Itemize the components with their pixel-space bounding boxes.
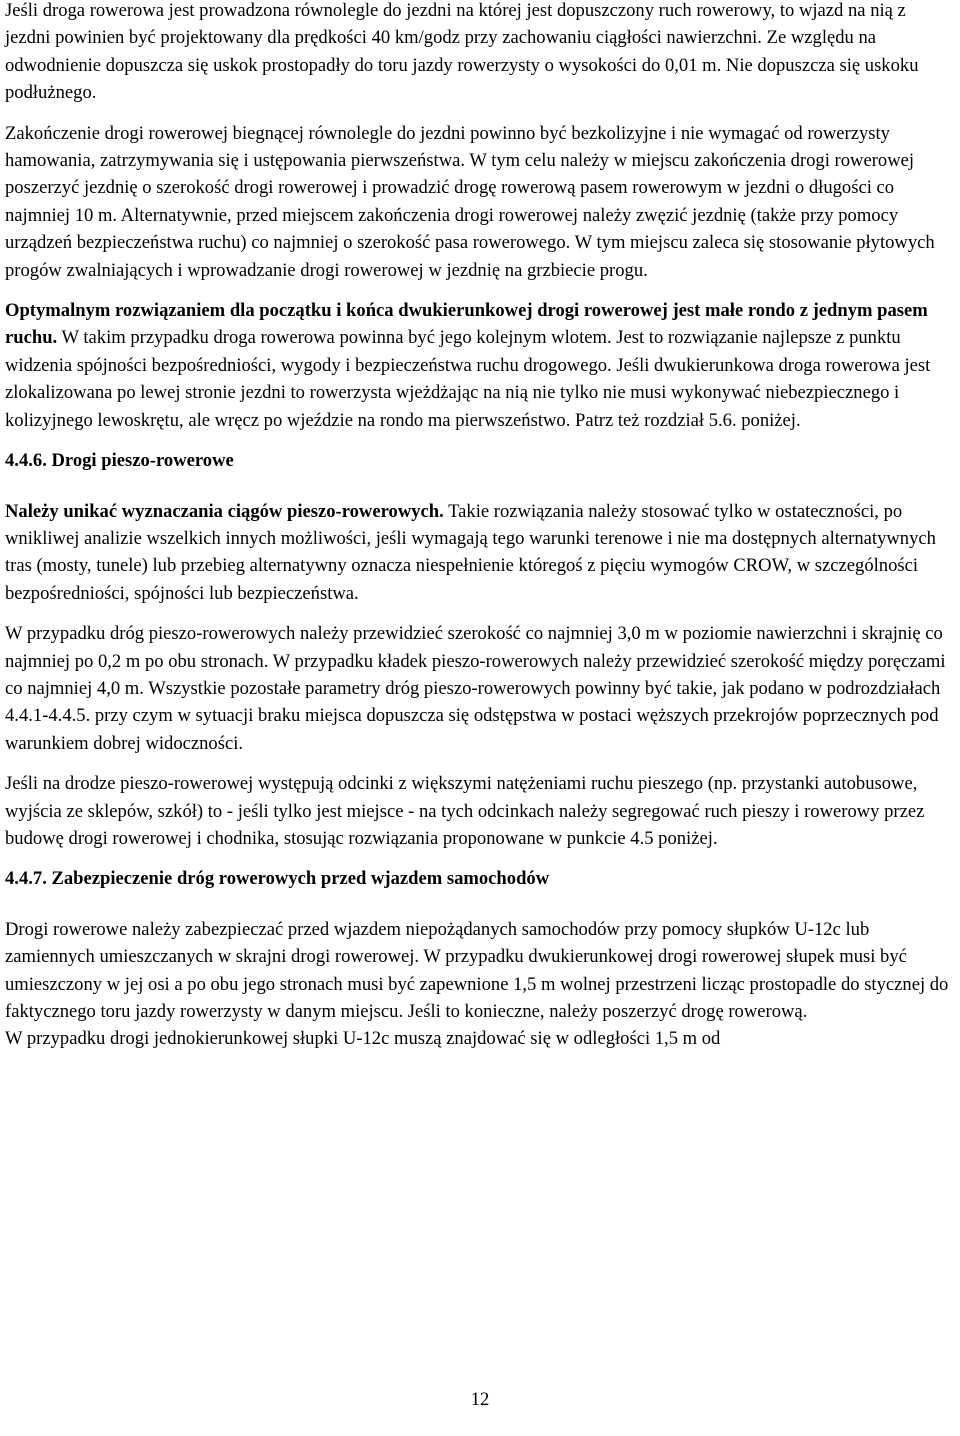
paragraph-one-way-bollards: W przypadku drogi jednokierunkowej słupki U-12c muszą znajdować się w odległości 1,5 m od (5, 1028, 721, 1050)
paragraph-pedestrian-traffic: Jeśli na drodze pieszo-rowerowej występują odcinki z większymi natężeniami ruchu pieszego (np. przystanki autobusowe, wyjścia ze sklepów, szkół) to - jeśli tylko jest miejsce - na tych odcinkach należy segregować ruch pieszy i rowerowy przez budowę drogi rowerowej i chodnika, stosując rozwiązania proponowane w punkcie 4.5 poniżej. (5, 773, 925, 849)
section-heading-4-4-7: 4.4.7. Zabezpieczenie dróg rowerowych przed wjazdem samochodów (5, 868, 550, 890)
paragraph-avoid-shared-paths (5, 498, 955, 608)
paragraph-roundabout-bold: Optymalnym rozwiązaniem dla początku i końca dwukierunkowej drogi rowerowej jest małe rondo z jednym pasem ruchu. (5, 300, 928, 349)
paragraph-roundabout-text: W takim przypadku droga rowerowa powinna być jego kolejnym wlotem. Jest to rozwiązanie najlepsze z punktu widzenia spójności bezpośredniości, wygody i bezpieczeństwa ruchu drogowego. Jeśli dwukierunkowa droga rowerowa jest zlokalizowana po lewej stronie jezdni to rowerzysta wjeżdżając na nią nie tylko nie musi wykonywać niebezpiecznego i kolizyjnego lewoskrętu, ale wręcz po wjeździe na rondo ma pierwszeństwo. Patrz też rozdział 5.6. poniżej. (5, 327, 931, 431)
paragraph-bollards: Drogi rowerowe należy zabezpieczać przed wjazdem niepożądanych samochodów przy pomocy słupków U-12c lub zamiennych umieszczanych w skrajni drogi rowerowej. W przypadku dwukierunkowej drogi rowerowej słupek musi być umieszczony w jej osi a po obu jego stronach musi być zapewnione 1,5 m wolnej przestrzeni licząc prostopadle do stycznej do faktycznego toru jazdy rowerzysty w danym miejscu. Jeśli to konieczne, należy poszerzyć drogę rowerową. (5, 918, 949, 1022)
paragraph-avoid-shared-paths-bold: Należy unikać wyznaczania ciągów pieszo-rowerowych. (5, 500, 444, 522)
page-content (5, 0, 955, 1053)
section-heading-4-4-6: 4.4.6. Drogi pieszo-rowerowe (5, 450, 234, 472)
page-number: 12 (470, 1389, 490, 1410)
paragraph-shared-path-width: W przypadku dróg pieszo-rowerowych należy przewidzieć szerokość co najmniej 3,0 m w poziomie nawierzchni i skrajnię co najmniej po 0,2 m po obu stronach. W przypadku kładek pieszo-rowerowych należy przewidzieć szerokość między poręczami co najmniej 4,0 m. Wszystkie pozostałe parametry dróg pieszo-rowerowych powinny być takie, jak podano w podrozdziałach 4.4.1-4.4.5. przy czym w sytuacji braku miejsca dopuszcza się odstępstwa w postaci węższych przekrojów poprzecznych pod warunkiem dobrej widoczności. (5, 623, 946, 754)
paragraph-roundabout (5, 297, 955, 434)
paragraph-avoid-shared-paths-text: Takie rozwiązania należy stosować tylko w ostateczności, po wnikliwej analizie wszelkich innych możliwości, jeśli wymagają tego warunki terenowe i nie ma dostępnych alternatywnych tras (mosty, tunele) lub przebieg alternatywny oznacza niespełnienie któregoś z pięciu wymogów CROW, w szczególności bezpośredniości, spójności lub bezpieczeństwa. (5, 500, 936, 604)
paragraph-cycle-entry: Jeśli droga rowerowa jest prowadzona równolegle do jezdni na której jest dopuszczony ruch rowerowy, to wjazd na nią z jezdni powinien być projektowany dla prędkości 40 km/godz przy zachowaniu ciągłości nawierzchni. Ze względu na odwodnienie dopuszcza się uskok prostopadły do toru jazdy rowerzysty o wysokości do 0,01 m. Nie dopuszcza się uskoku podłużnego. (5, 0, 919, 104)
paragraph-cycle-path-end: Zakończenie drogi rowerowej biegnącej równolegle do jezdni powinno być bezkolizyjne i nie wymagać od rowerzysty hamowania, zatrzymywania się i ustępowania pierwszeństwa. W tym celu należy w miejscu zakończenia drogi rowerowej poszerzyć jezdnię o szerokość drogi rowerowej i prowadzić drogę rowerową pasem rowerowym w jezdni o długości co najmniej 10 m. Alternatywnie, przed miejscem zakończenia drogi rowerowej należy zwęzić jezdnię (także przy pomocy urządzeń bezpieczeństwa ruchu) co najmniej o szerokość pasa rowerowego. W tym miejscu zaleca się stosowanie płytowych progów zwalniających i wprowadzanie drogi rowerowej w jezdnię na grzbiecie progu. (5, 122, 935, 281)
